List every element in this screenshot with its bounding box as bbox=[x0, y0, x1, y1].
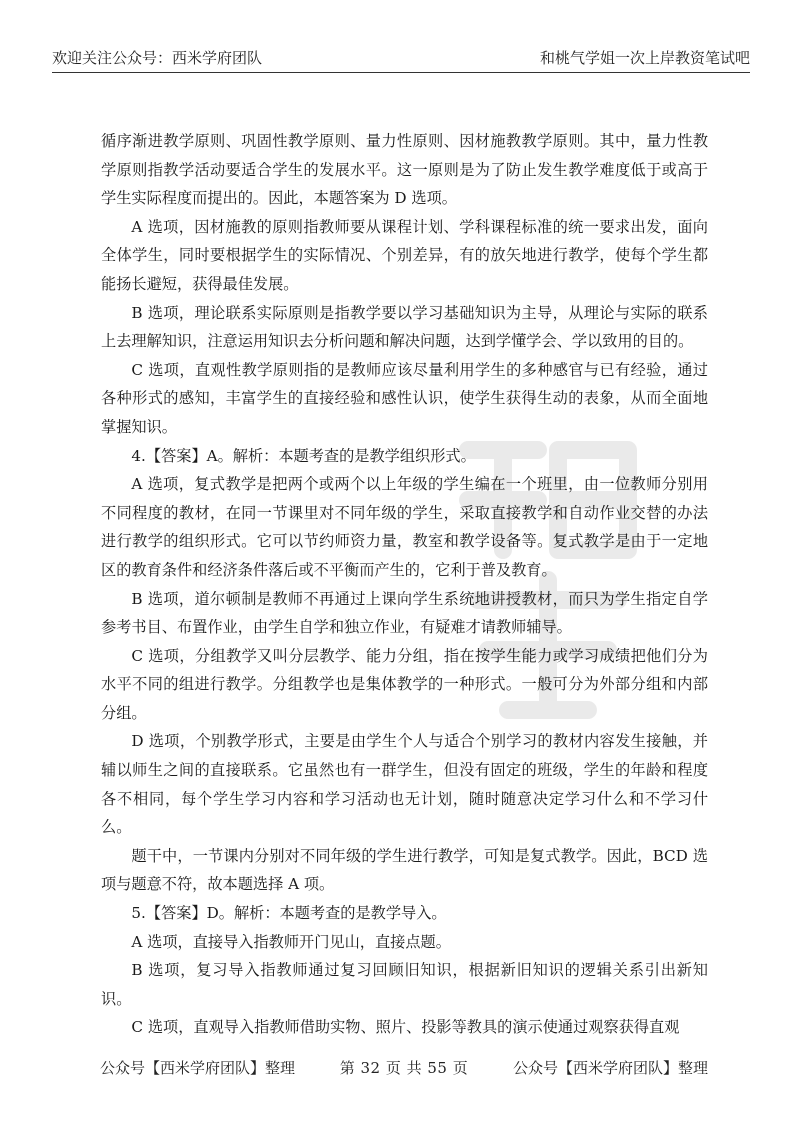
paragraph: D 选项，个别教学形式，主要是由学生个人与适合个别学习的教材内容发生接触，并辅以师生之间的直接联系。它虽然也有一群学生，但没有固定的班级，学生的年龄和程度各不相同，每个学生学习内容和学习活动也无计划，随时随意决定学习什么和不学习什么。 bbox=[101, 732, 708, 837]
footer-left-text: 公众号【西米学府团队】整理 bbox=[100, 1058, 296, 1077]
paragraph: 题干中，一节课内分别对不同年级的学生进行教学，可知是复式教学。因此，BCD 选项与题意不符，故本题选择 A 项。 bbox=[101, 846, 708, 894]
paragraph: 4.【答案】A。解析：本题考查的是教学组织形式。 bbox=[131, 446, 476, 465]
paragraph: C 选项，直观性教学原则指的是教师应该尽量利用学生的多种感官与已有经验，通过各种形式的感知，丰富学生的直接经验和感性认识，使学生获得生动的表象，从而全面地掌握知识。 bbox=[101, 360, 708, 436]
paragraph: 5.【答案】D。解析：本题考查的是教学导入。 bbox=[131, 904, 447, 923]
footer-right-text: 公众号【西米学府团队】整理 bbox=[512, 1058, 708, 1077]
header-divider bbox=[52, 72, 750, 73]
header-right-text: 和桃气学姐一次上岸教资笔试吧 bbox=[539, 49, 750, 67]
paragraph: C 选项，分组教学又叫分层教学、能力分组，指在按学生能力或学习成绩把他们分为水平不同的组进行教学。分组教学也是集体教学的一种形式。一般可分为外部分组和内部分组。 bbox=[101, 646, 708, 722]
page-number: 第 32 页 共 55 页 bbox=[339, 1058, 469, 1077]
page-header bbox=[52, 46, 750, 68]
page-footer bbox=[100, 1056, 708, 1078]
paragraph: B 选项，道尔顿制是教师不再通过上课向学生系统地讲授教材，而只为学生指定自学参考书目、布置作业，由学生自学和独立作业，有疑难才请教师辅导。 bbox=[101, 589, 708, 637]
paragraph: 循序渐进教学原则、巩固性教学原则、量力性原则、因材施教教学原则。其中，量力性教学原则指教学活动要适合学生的发展水平。这一原则是为了防止发生教学难度低于或高于学生实际程度而提出的。因此，本题答案为 D 选项。 bbox=[101, 132, 708, 208]
paragraph: A 选项，复式教学是把两个或两个以上年级的学生编在一个班里，由一位教师分别用不同程度的教材，在同一节课里对不同年级的学生，采取直接教学和自动作业交替的办法进行教学的组织形式。它可以节约师资力量，教室和教学设备等。复式教学是由于一定地区的教育条件和经济条件落后或不平衡而产生的，它利于普及教育。 bbox=[101, 475, 708, 579]
paragraph: A 选项，因材施教的原则指教师要从课程计划、学科课程标准的统一要求出发，面向全体学生，同时要根据学生的实际情况、个别差异，有的放矢地进行教学，使每个学生都能扬长避短，获得最佳发展。 bbox=[101, 217, 708, 293]
document-body bbox=[101, 127, 708, 1042]
paragraph: C 选项，直观导入指教师借助实物、照片、投影等教具的演示使通过观察获得直观 bbox=[131, 1018, 680, 1037]
header-left-text: 欢迎关注公众号：西米学府团队 bbox=[52, 49, 263, 67]
paragraph: A 选项，直接导入指教师开门见山，直接点题。 bbox=[131, 932, 451, 951]
paragraph: B 选项，复习导入指教师通过复习回顾旧知识，根据新旧知识的逻辑关系引出新知识。 bbox=[101, 961, 708, 1008]
paragraph: B 选项，理论联系实际原则是指教学要以学习基础知识为主导，从理论与实际的联系上去理解知识，注意运用知识去分析问题和解决问题，达到学懂学会、学以致用的目的。 bbox=[101, 303, 708, 351]
